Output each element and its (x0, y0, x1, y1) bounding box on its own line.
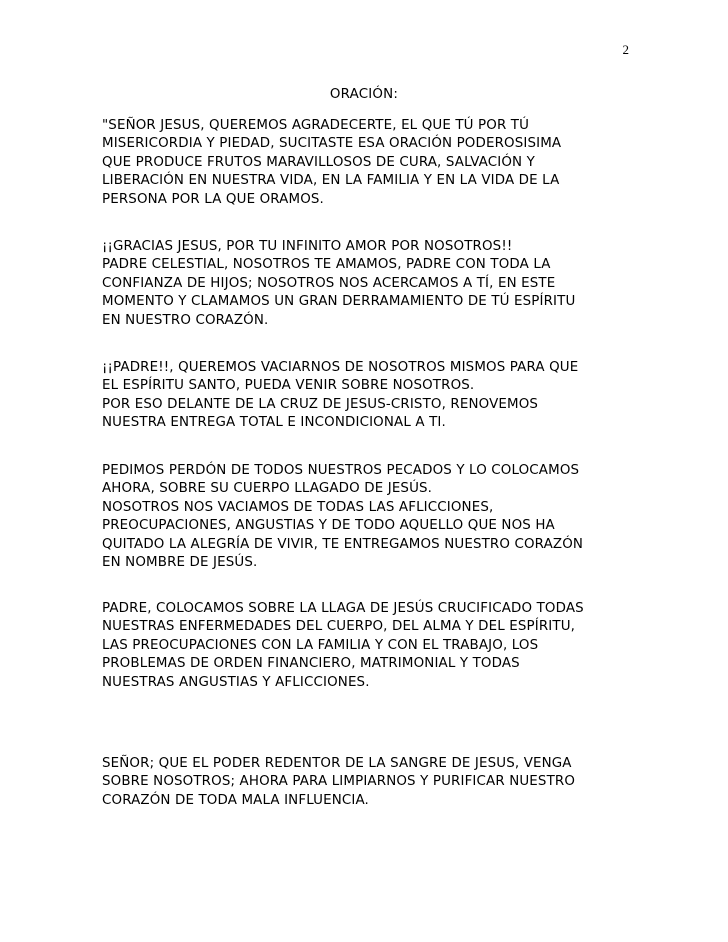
text-line: QUE PRODUCE FRUTOS MARAVILLOSOS DE CURA, SALVACIÓN Y (102, 154, 535, 170)
paragraph-6 (102, 755, 662, 810)
text-line: SOBRE NOSOTROS; AHORA PARA LIMPIARNOS Y PURIFICAR NUESTRO (102, 774, 576, 790)
text-line: NUESTRAS ANGUSTIAS Y AFLICCIONES. (102, 674, 370, 690)
page-number: 2 (622, 42, 629, 57)
page-title: ORACIÓN: (329, 87, 399, 102)
text-line: PERSONA POR LA QUE ORAMOS. (102, 191, 324, 207)
text-line: ¡¡PADRE!!, QUEREMOS VACIARNOS DE NOSOTROS MISMOS PARA QUE (102, 360, 579, 375)
paragraph-3 (102, 359, 662, 433)
text-line: PREOCUPACIONES, ANGUSTIAS Y DE TODO AQUELLO QUE NOS HA (102, 518, 555, 534)
text-line: PEDIMOS PERDÓN DE TODOS NUESTROS PECADOS Y LO COLOCAMOS (102, 463, 580, 478)
text-line: CORAZÓN DE TODA MALA INFLUENCIA. (102, 792, 369, 808)
paragraph-4 (102, 462, 662, 572)
paragraph-1 (102, 117, 662, 209)
text-line: NOSOTROS NOS VACIAMOS DE TODAS LAS AFLICCIONES, (102, 499, 494, 515)
text-line: NUESTRAS ENFERMEDADES DEL CUERPO, DEL ALMA Y DEL ESPÍRITU, (102, 619, 576, 635)
text-line: PADRE, COLOCAMOS SOBRE LA LLAGA DE JESÚS CRUCIFICADO TODAS (102, 601, 584, 616)
text-line: MOMENTO Y CLAMAMOS UN GRAN DERRAMAMIENTO DE TÚ ESPÍRITU (102, 294, 576, 310)
text-line: PADRE CELESTIAL, NOSOTROS TE AMAMOS, PADRE CON TODA LA (102, 257, 551, 273)
text-line: EN NOMBRE DE JESÚS. (102, 555, 258, 571)
text-line: PROBLEMAS DE ORDEN FINANCIERO, MATRIMONIAL Y TODAS (102, 656, 520, 672)
text-line: NUESTRA ENTREGA TOTAL E INCONDICIONAL A TI. (102, 415, 446, 431)
text-line: QUITADO LA ALEGRÍA DE VIVIR, TE ENTREGAMOS NUESTRO CORAZÓN (102, 536, 584, 552)
text-line: MISERICORDIA Y PIEDAD, SUCITASTE ESA ORACIÓN PODEROSISIMA (102, 136, 562, 152)
text-line: SEÑOR; QUE EL PODER REDENTOR DE LA SANGRE DE JESUS, VENGA (102, 756, 572, 771)
text-line: LAS PREOCUPACIONES CON LA FAMILIA Y CON EL TRABAJO, LOS (102, 637, 539, 653)
paragraph-5 (102, 600, 662, 692)
text-line: LIBERACIÓN EN NUESTRA VIDA, EN LA FAMILIA Y EN LA VIDA DE LA (102, 173, 560, 189)
text-line: EN NUESTRO CORAZÓN. (102, 312, 269, 328)
paragraph-2 (102, 238, 662, 330)
text-line: ¡¡GRACIAS JESUS, POR TU INFINITO AMOR POR NOSOTROS!! (102, 239, 513, 254)
text-line: AHORA, SOBRE SU CUERPO LLAGADO DE JESÚS. (102, 481, 433, 497)
text-line: CONFIANZA DE HIJOS; NOSOTROS NOS ACERCAMOS A TÍ, EN ESTE (102, 275, 556, 291)
text-line: POR ESO DELANTE DE LA CRUZ DE JESUS-CRISTO, RENOVEMOS (102, 396, 539, 412)
text-line: "SEÑOR JESUS, QUEREMOS AGRADECERTE, EL QUE TÚ POR TÚ (102, 118, 530, 133)
text-line: EL ESPÍRITU SANTO, PUEDA VENIR SOBRE NOSOTROS. (102, 378, 475, 394)
